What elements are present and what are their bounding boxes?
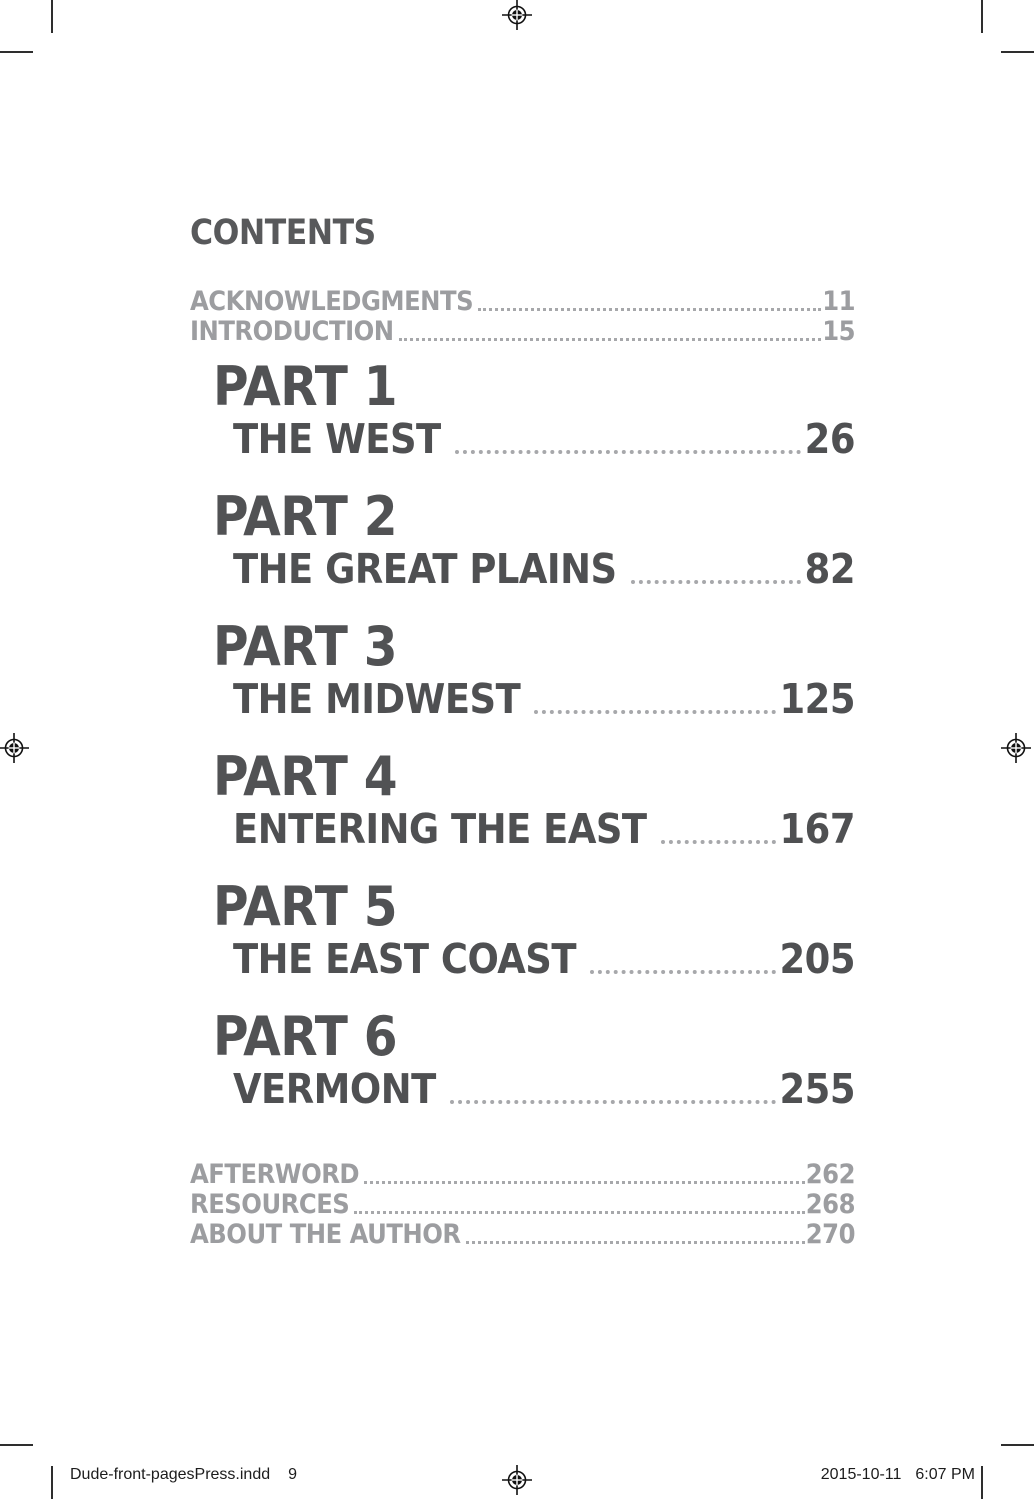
- entry-label: INTRODUCTION: [190, 316, 394, 347]
- entry-label: RESOURCES: [190, 1189, 350, 1220]
- toc-entry-afterword: [190, 1160, 855, 1190]
- slug-file-info: [70, 1466, 297, 1484]
- toc-entry-acknowledgments: [190, 287, 855, 317]
- toc-part-4: [190, 745, 855, 853]
- page-number: 255: [779, 1065, 855, 1113]
- registration-mark-bottom-icon: [502, 1465, 532, 1495]
- crop-mark-top-right-horizontal: [1001, 51, 1034, 53]
- dot-leader: [364, 1181, 805, 1184]
- page-number: 167: [779, 805, 855, 853]
- page-number: 205: [779, 935, 855, 983]
- dot-leader: [478, 308, 821, 311]
- entry-label: ABOUT THE AUTHOR: [190, 1219, 461, 1250]
- toc-entry-introduction: [190, 317, 855, 347]
- back-matter-list: [190, 1160, 855, 1250]
- page-number: 270: [805, 1219, 855, 1250]
- dot-leader: [631, 580, 801, 584]
- part-heading: PART 1: [213, 355, 398, 418]
- page-number: 262: [805, 1159, 855, 1190]
- toc-part-1: [190, 355, 855, 463]
- dot-leader: [466, 1241, 805, 1244]
- part-heading: PART 3: [213, 615, 398, 678]
- part-title-row: [233, 416, 855, 462]
- registration-mark-right-icon: [1001, 733, 1031, 763]
- contents-title: CONTENTS: [190, 213, 376, 253]
- part-title-row: [233, 936, 855, 982]
- part-title-row: [233, 546, 855, 592]
- slug-time: 6:07 PM: [915, 1466, 975, 1483]
- part-heading: PART 2: [213, 485, 398, 548]
- part-title: ENTERING THE EAST: [233, 805, 647, 853]
- dot-leader: [590, 970, 776, 974]
- slug-page-marker: 9: [288, 1466, 298, 1483]
- page-number: 15: [822, 316, 855, 347]
- entry-label: ACKNOWLEDGMENTS: [190, 286, 474, 317]
- crop-mark-bottom-left-vertical: [51, 1466, 53, 1499]
- part-title: THE WEST: [233, 415, 441, 463]
- dot-leader: [354, 1211, 804, 1214]
- crop-mark-bottom-right-vertical: [981, 1466, 983, 1499]
- parts-list: [190, 355, 855, 1113]
- registration-mark-top-icon: [502, 0, 532, 30]
- toc-entry-about-the-author: [190, 1220, 855, 1250]
- front-matter-list: [190, 287, 855, 347]
- part-heading: PART 4: [213, 745, 398, 808]
- part-title-row: [233, 806, 855, 852]
- dot-leader: [534, 710, 775, 714]
- page-number: 125: [779, 675, 855, 723]
- dot-leader: [455, 450, 801, 454]
- crop-mark-bottom-left-horizontal: [0, 1444, 33, 1446]
- part-title: VERMONT: [233, 1065, 436, 1113]
- entry-label: AFTERWORD: [190, 1159, 360, 1190]
- part-heading: PART 5: [213, 875, 398, 938]
- part-heading: PART 6: [213, 1005, 398, 1068]
- toc-entry-resources: [190, 1190, 855, 1220]
- crop-mark-top-left-vertical: [51, 0, 53, 33]
- page-number: 82: [804, 545, 855, 593]
- table-of-contents: [190, 214, 855, 1250]
- page-number: 268: [805, 1189, 855, 1220]
- toc-part-3: [190, 615, 855, 723]
- part-title: THE GREAT PLAINS: [233, 545, 617, 593]
- page-number: 26: [804, 415, 855, 463]
- part-title-row: [233, 676, 855, 722]
- slug-timestamp: [821, 1466, 975, 1484]
- toc-part-2: [190, 485, 855, 593]
- dot-leader: [450, 1100, 776, 1104]
- crop-mark-top-right-vertical: [981, 0, 983, 33]
- slug-filename: Dude-front-pagesPress.indd: [70, 1466, 271, 1483]
- toc-part-5: [190, 875, 855, 983]
- toc-part-6: [190, 1005, 855, 1113]
- slug-date: 2015-10-11: [820, 1466, 902, 1483]
- dot-leader: [399, 338, 822, 341]
- part-title-row: [233, 1066, 855, 1112]
- registration-mark-left-icon: [0, 733, 29, 763]
- crop-mark-top-left-horizontal: [0, 51, 33, 53]
- part-title: THE EAST COAST: [233, 935, 576, 983]
- dot-leader: [661, 840, 776, 844]
- page-number: 11: [822, 286, 855, 317]
- part-title: THE MIDWEST: [233, 675, 521, 723]
- crop-mark-bottom-right-horizontal: [1001, 1444, 1034, 1446]
